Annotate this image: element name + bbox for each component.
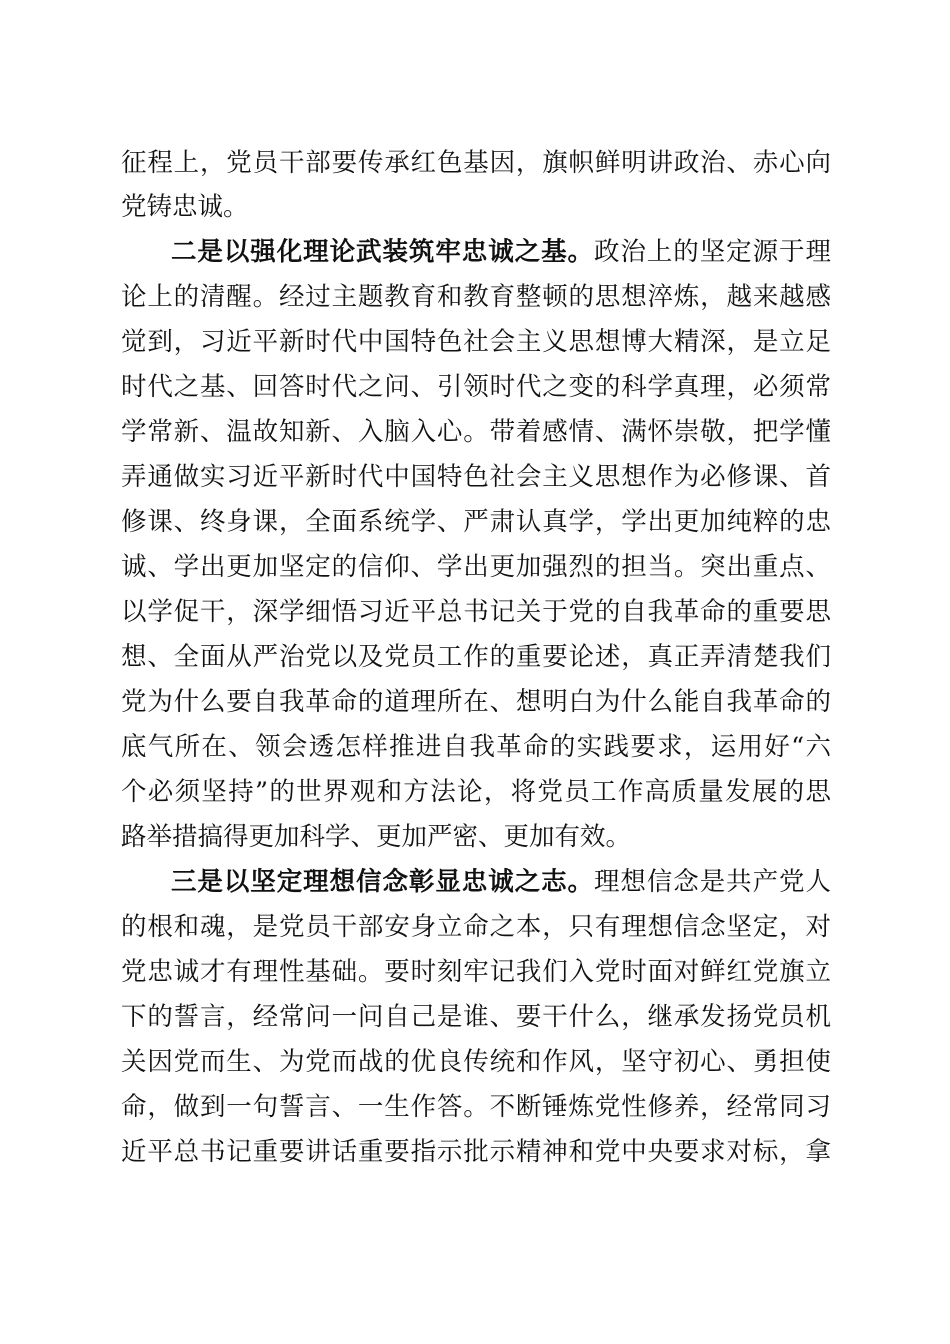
text-line: 学常新、温故知新、入脑入心。带着感情、满怀崇敬，把学懂	[121, 417, 831, 447]
paragraph-first-line	[171, 860, 831, 904]
text-line: 底气所在、领会透怎样推进自我革命的实践要求，运用好“六	[121, 732, 831, 762]
text-line: 个必须坚持”的世界观和方法论，将党员工作高质量发展的思	[121, 777, 831, 807]
text-line: 下的誓言，经常问一问自己是谁、要干什么，继承发扬党员机	[121, 1002, 831, 1032]
text-line: 命，做到一句誓言、一生作答。不断锤炼党性修养，经常同习	[121, 1092, 831, 1122]
text-line: 论上的清醒。经过主题教育和教育整顿的思想淬炼，越来越感	[121, 282, 831, 312]
text-line: 以学促干，深学细悟习近平总书记关于党的自我革命的重要思	[121, 597, 831, 627]
text-line: 近平总书记重要讲话重要指示批示精神和党中央要求对标，拿	[121, 1137, 831, 1167]
text-line: 想、全面从严治党以及党员工作的重要论述，真正弄清楚我们	[121, 642, 831, 672]
text-line: 时代之基、回答时代之问、引领时代之变的科学真理，必须常	[121, 372, 831, 402]
paragraph-heading: 二是以强化理论武装筑牢忠诚之基。	[171, 237, 594, 267]
text-line: 诚、学出更加坚定的信仰、学出更加强烈的担当。突出重点、	[121, 552, 831, 582]
text-line: 征程上，党员干部要传承红色基因，旗帜鲜明讲政治、赤心向	[121, 148, 831, 178]
text-line: 党铸忠诚。	[121, 192, 249, 222]
text-line: 党为什么要自我革命的道理所在、想明白为什么能自我革命的	[121, 687, 831, 717]
text-line: 觉到，习近平新时代中国特色社会主义思想博大精深，是立足	[121, 327, 831, 357]
text-line: 修课、终身课，全面系统学、严肃认真学，学出更加纯粹的忠	[121, 507, 831, 537]
text-line: 弄通做实习近平新时代中国特色社会主义思想作为必修课、首	[121, 462, 831, 492]
text-line: 党忠诚才有理性基础。要时刻牢记我们入党时面对鲜红党旗立	[121, 957, 831, 987]
paragraph-lead-text: 理想信念是共产党人	[593, 867, 831, 897]
text-line: 关因党而生、为党而战的优良传统和作风，坚守初心、勇担使	[121, 1047, 831, 1077]
text-line: 路举措搞得更加科学、更加严密、更加有效。	[121, 822, 632, 852]
paragraph-heading: 三是以坚定理想信念彰显忠诚之志。	[171, 867, 594, 897]
paragraph-lead-text: 政治上的坚定源于理	[593, 237, 831, 267]
paragraph-first-line	[171, 230, 831, 274]
text-line: 的根和魂，是党员干部安身立命之本，只有理想信念坚定，对	[121, 912, 831, 942]
